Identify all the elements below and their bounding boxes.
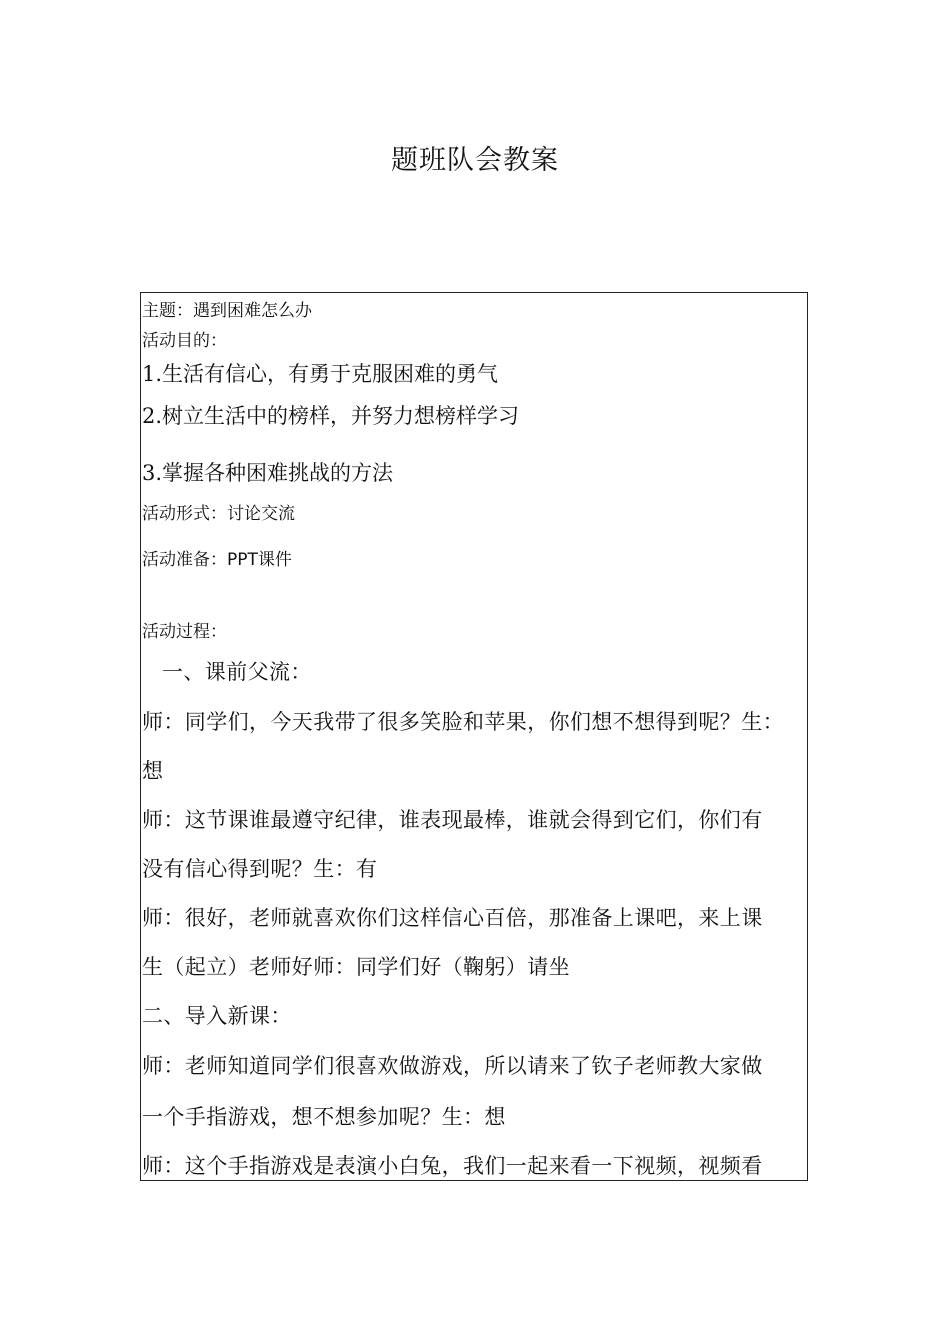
page-title: 题班队会教案 xyxy=(391,145,559,176)
objective-heading: 活动目的： xyxy=(142,331,227,351)
section-heading-2: 二、导入新课： xyxy=(142,1004,292,1028)
section-heading-1: 一、课前父流： xyxy=(162,660,312,684)
dialogue-line-5: 师：很好，老师就喜欢你们这样信心百倍，那准备上课吧，来上课 xyxy=(142,906,763,930)
dialogue-line-6: 生（起立）老师好师：同学们好（鞠躬）请坐 xyxy=(142,955,570,979)
dialogue-line-3: 师：这节课谁最遵守纪律，谁表现最棒，谁就会得到它们，你们有 xyxy=(142,808,763,832)
dialogue-line-1: 师：同学们，今天我带了很多笑脸和苹果，你们想不想得到呢？生： xyxy=(142,710,784,734)
dialogue-line-9: 师：这个手指游戏是表演小白兔，我们一起来看一下视频，视频看 xyxy=(142,1154,763,1178)
dialogue-line-2: 想 xyxy=(142,759,164,783)
objective-item-2: 2.树立生活中的榜样，并努力想榜样学习 xyxy=(142,404,520,428)
dialogue-line-8: 一个手指游戏，想不想参加呢？生：想 xyxy=(142,1105,506,1129)
dialogue-line-4: 没有信心得到呢？生：有 xyxy=(142,857,378,881)
dialogue-line-7: 师：老师知道同学们很喜欢做游戏，所以请来了钦子老师教大家做 xyxy=(142,1054,763,1078)
activity-preparation-line: 活动准备：PPT课件 xyxy=(142,550,292,570)
activity-process-heading: 活动过程： xyxy=(142,622,227,642)
theme-line: 主题：遇到困难怎么办 xyxy=(142,301,312,321)
objective-item-1: 1.生活有信心，有勇于克服困难的勇气 xyxy=(142,362,499,386)
activity-format-line: 活动形式：讨论交流 xyxy=(142,504,295,524)
objective-item-3: 3.掌握各种困难挑战的方法 xyxy=(142,461,394,485)
